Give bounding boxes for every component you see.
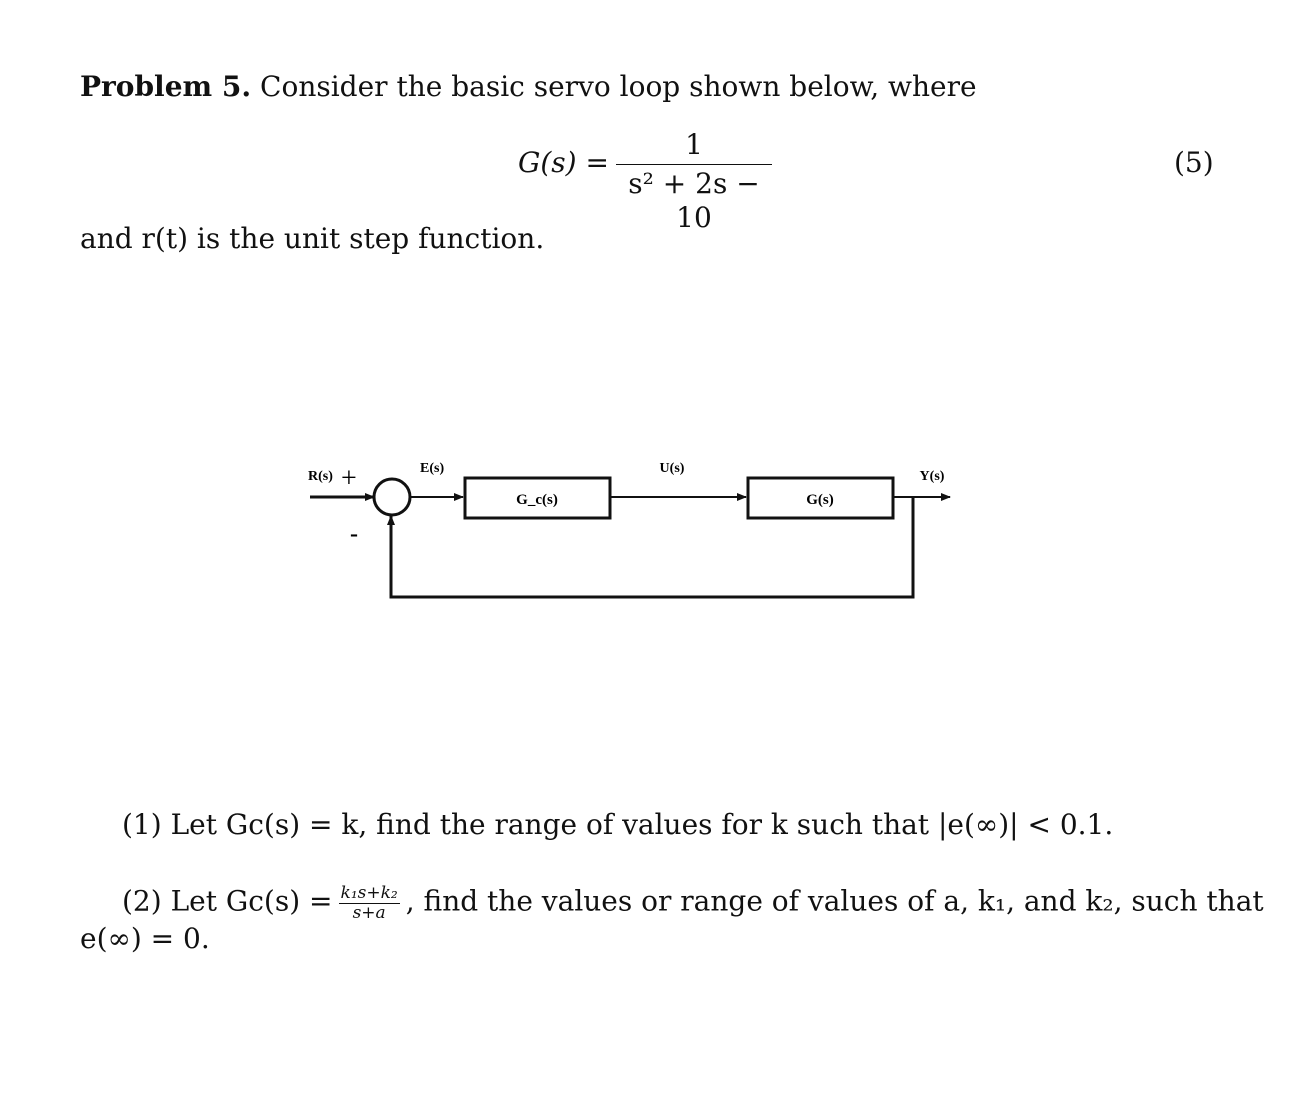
question-2-fraction [339,884,400,922]
question-2-suffix: , find the values or range of values of a, k₁, and k₂, such that [405,884,1264,918]
problem-label: Problem 5. [80,70,252,103]
question-2-line-1 [122,884,1264,922]
error-label: E(s) [420,461,445,476]
summing-junction [374,479,410,515]
equation-numerator: 1 [685,128,703,161]
question-2-line-2: e(∞) = 0. [80,922,210,955]
problem-intro: Consider the basic servo loop shown below, where [260,70,977,103]
equation-lhs: G(s) = [518,146,609,179]
controller-label: G_c(s) [516,492,558,508]
problem-heading [80,70,977,104]
servo-loop-diagram [300,450,980,610]
equation-fraction [614,128,774,234]
equation-followup-text: and r(t) is the unit step function. [80,222,545,255]
question-2-fraction-denominator: s+a [352,902,386,923]
minus-sign: - [350,521,358,547]
question-2-fraction-numerator: k₁s+k₂ [340,883,398,903]
output-label: Y(s) [919,469,945,484]
input-label: R(s) [308,469,333,484]
question-1: (1) Let Gc(s) = k, find the range of values for k such that |e(∞)| < 0.1. [122,808,1114,841]
plant-label: G(s) [806,492,834,508]
plus-sign: + [341,463,357,494]
control-label: U(s) [659,461,685,476]
equation-denominator: s² + 2s − 10 [628,167,760,234]
equation-number: (5) [1174,146,1214,179]
question-2-prefix: (2) Let Gc(s) = [122,884,333,918]
